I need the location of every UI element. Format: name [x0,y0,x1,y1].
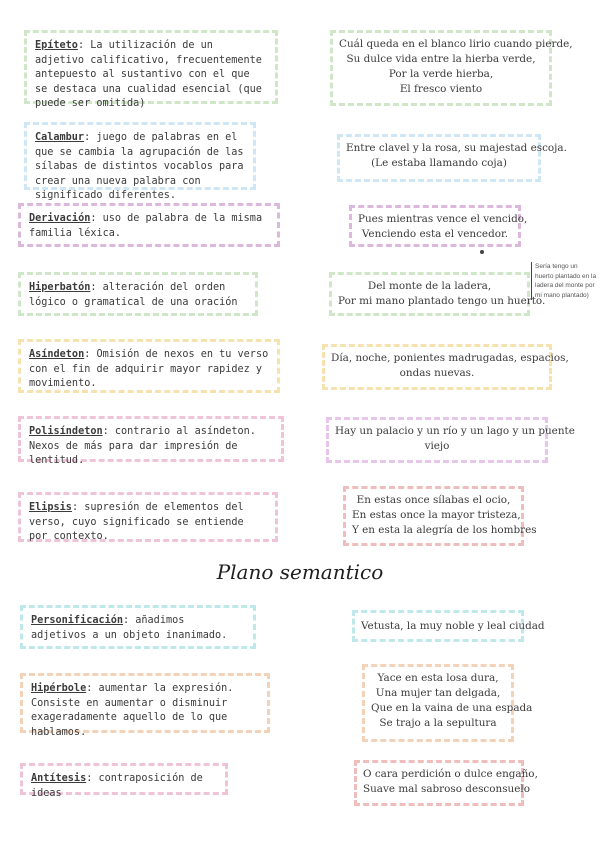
example-line: Su dulce vida entre la hierba verde, [346,53,536,65]
example-line: Hay un palacio y un río y un lago y un puente [335,425,575,437]
example-card-derivacion [349,205,528,247]
term-antitesis: Antítesis [31,773,87,784]
definition-card-hiperbaton [18,272,258,316]
term-epiteto: Epíteto [35,40,78,51]
example-line: O cara perdición o dulce engaño, [363,768,538,780]
bullet-mark [480,250,484,254]
example-line: viejo [424,440,450,452]
definition-card-personificacion [20,605,256,649]
example-line: (Le estaba llamando coja) [371,157,507,169]
example-line: El fresco viento [399,83,483,95]
term-derivacion: Derivación [29,213,91,224]
example-card-polisindeton [326,417,575,463]
definition-card-asindeton [18,339,280,393]
term-calambur: Calambur [35,132,85,143]
example-line: ondas nuevas. [399,367,475,379]
term-hiperbaton: Hiperbatón [29,282,91,293]
definition-card-antitesis [20,763,228,799]
example-card-antitesis [354,760,538,806]
example-card-personificacion [352,610,545,642]
example-line: Yace en esta losa dura, [377,672,499,684]
term-hiperbole: Hipérbole [31,683,87,694]
example-line: Y en esta la alegría de los hombres [352,524,537,536]
example-line: Cuál queda en el blanco lirio cuando pierde, [339,38,573,50]
side-note: Sería tengo un huerto plantado en la ladera del monte por mi mano plantado) [531,262,597,300]
example-line: Pues mientras vence el vencido, [358,213,528,225]
definition-card-calambur [24,122,256,201]
definition-personificacion: : añadimos adjetivos a un objeto inanimado. [31,615,228,641]
example-line: Una mujer tan delgada, [375,687,501,699]
definition-card-derivacion [18,203,280,247]
example-line: En estas once la mayor tristeza, [352,509,521,521]
example-line: Suave mal sabroso desconsuelo [363,783,530,795]
term-elipsis: Elipsis [29,502,72,513]
term-asindeton: Asíndeton [29,349,85,360]
example-line: Que en la vaina de una espada [371,702,533,714]
definition-antitesis: : contraposición de ideas [31,773,203,799]
example-line: Por mi mano plantado tengo un huerto. [338,295,546,307]
example-line: Se trajo a la sepultura [379,717,497,729]
example-line: Vetusta, la muy noble y leal ciudad [361,620,545,632]
definition-elipsis: : supresión de elementos del verso, cuyo significado se entiende por contexto. [29,502,244,542]
definition-polisindeton: : contrario al asíndeton. Nexos de más para dar impresión de lentitud. [29,426,256,466]
example-card-hiperbole [362,664,533,742]
example-line: Del monte de la ladera, [367,280,492,292]
term-polisindeton: Polisíndeton [29,426,103,437]
example-line: Por la verde hierba, [388,68,494,80]
definition-hiperbole: : aumentar la expresión. Consiste en aumentar o disminuir exageradamente aquello de lo que hablamos. [31,683,234,738]
example-card-calambur [337,134,567,182]
example-line: Entre clavel y la rosa, su majestad escoja. [346,142,567,154]
definition-calambur: : juego de palabras en el que se cambia la agrupación de las sílabas de distintos vocablos para crear una nueva palabra con significado diferentes. [35,132,244,201]
example-card-elipsis [343,486,537,546]
example-line: En estas once sílabas el ocio, [356,494,511,506]
example-card-asindeton [322,344,569,390]
example-card-epiteto [330,30,573,106]
section-title: Plano semantico [216,560,384,584]
definition-card-epiteto [24,30,278,109]
definition-hiperbaton: : alteración del orden lógico o gramatical de una oración [29,282,238,308]
term-personificacion: Personificación [31,615,124,626]
definition-card-hiperbole [20,673,270,738]
example-line: Día, noche, ponientes madrugadas, espacios, [331,352,569,364]
definition-derivacion: : uso de palabra de la misma familia léxica. [29,213,263,239]
example-line: Venciendo esta el vencedor. [361,228,509,240]
definition-card-elipsis [18,492,278,542]
definition-asindeton: : Omisión de nexos en tu verso con el fin de adquirir mayor rapidez y movimiento. [29,349,269,389]
definition-card-polisindeton [18,416,284,466]
definition-epiteto: : La utilización de un adjetivo calificativo, frecuentemente antepuesto al sustantivo con el que se destaca una cualidad esencial (que puede ser omitida) [35,40,262,109]
example-card-hiperbaton [329,272,546,316]
